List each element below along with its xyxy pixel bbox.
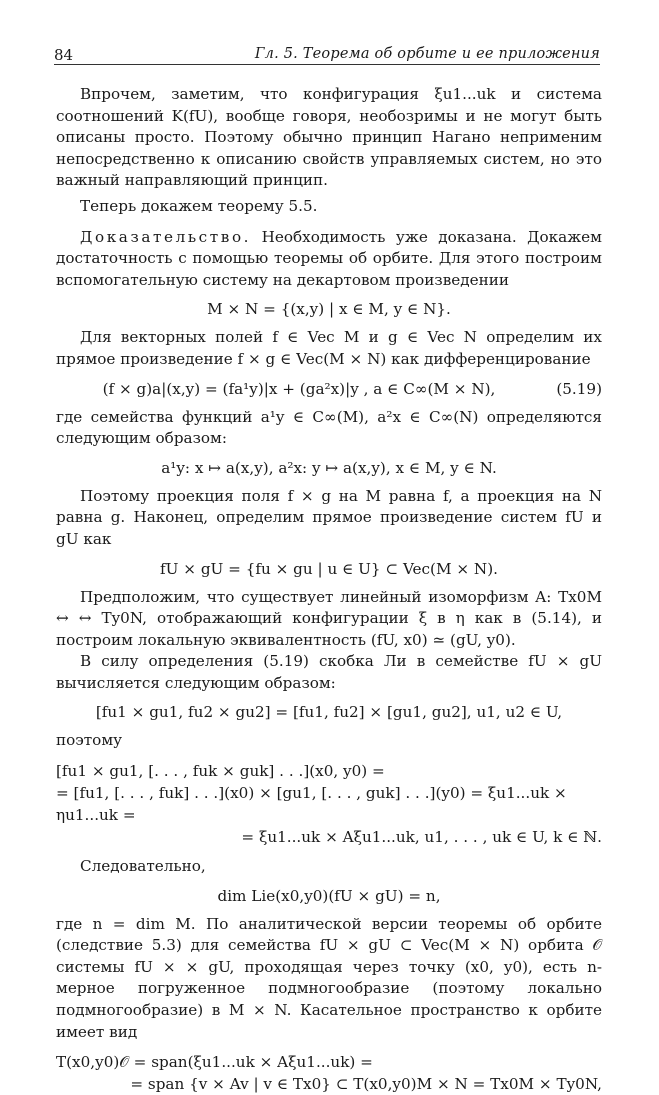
equation-families: a¹y: x ↦ a(x,y), a²x: y ↦ a(x,y), x ∈ M, y ∈ N.: [161, 458, 497, 477]
equation-multi-line-2: = [fu1, [. . . , fuk] . . .](x0) × [gu1, [. . . , guk] . . .](y0) = ξu1...uk × ηu1...uk =: [56, 784, 567, 825]
running-title: Гл. 5. Теорема об орбите и ее приложения: [254, 46, 600, 62]
paragraph-orbit: где n = dim M. По аналитической версии теоремы об орбите (следствие 5.3) для семейства fU × gU ⊂ Vec(M × N) орбита 𝒪 системы fU × × gU, проходящая через точку (x0, y0), есть n-мерное погруженное подмногообразие (поэтому локально подмногообразие) в M × N. Касательное пространство к орбите имеет вид: [56, 914, 602, 1041]
equation-system-product: fU × gU = {fu × gu | u ∈ U} ⊂ Vec(M × N).: [160, 559, 498, 578]
equation-dimension: dim Lie(x0,y0)(fU × gU) = n,: [217, 886, 441, 905]
equation-tangent-line-1: T(x0,y0)𝒪 = span(ξu1...uk × Aξu1...uk) =: [56, 1053, 373, 1072]
paragraph-lie-bracket: В силу определения (5.19) скобка Ли в семействе fU × gU вычисляется следующим образом:: [56, 652, 602, 692]
proof-label: Доказательство.: [80, 227, 252, 246]
paragraph-remark: Впрочем, заметим, что конфигурация ξu1...uk и система соотношений K(fU), вообще говоря, необозримы и не могут быть описаны просто. Поэтому обычно принцип Нагано неприменим непосредственно к описанию свойств управляемых систем, но это важный направляющий принцип.: [56, 85, 602, 190]
paragraph-proof: [56, 227, 602, 292]
equation-cartesian-product: M × N = {(x,y) | x ∈ M, y ∈ N}.: [207, 300, 451, 319]
equation-multi-line-1: [fu1 × gu1, [. . . , fuk × guk] . . .](x0, y0) =: [56, 762, 385, 781]
paragraph-therefore: поэтому: [56, 731, 123, 750]
paragraph-families: где семейства функций a¹y ∈ C∞(M), a²x ∈ C∞(N) определяются следующим образом:: [56, 407, 602, 448]
equation-bracket: [fu1 × gu1, fu2 × gu2] = [fu1, fu2] × [gu1, gu2], u1, u2 ∈ U,: [95, 703, 563, 722]
running-header: [54, 44, 600, 65]
proof-text: Необходимость уже доказана. Докажем достаточность с помощью теоремы об орбите. Для этого построим вспомогательную систему на декартовом произведении: [56, 227, 602, 289]
paragraph-isomorphism: Предположим, что существует линейный изоморфизм A: Tx0M ↔ ↔ Ty0N, отображающий конфигурации ξ в η как в (5.14), и построим локальную эквивалентность (fU, x0) ≃ (gU, y0).: [56, 587, 602, 649]
equation-number: (5.19): [556, 379, 602, 398]
paragraph-vector-fields: Для векторных полей f ∈ Vec M и g ∈ Vec N определим их прямое произведение f × g ∈ Vec(M × N) как дифференцирование: [56, 328, 602, 368]
page-number: 84: [54, 46, 74, 64]
paragraph-now-prove: Теперь докажем теорему 5.5.: [80, 196, 318, 215]
equation-5-19: [56, 378, 602, 400]
equation-multi-line-3: = ξu1...uk × Aξu1...uk, u1, . . . , uk ∈ U, k ∈ ℕ.: [241, 828, 602, 847]
page-body: [56, 84, 602, 1095]
paragraph-projection: Поэтому проекция поля f × g на M равна f, а проекция на N равна g. Наконец, определим прямое произведение систем fU и gU как: [56, 486, 602, 548]
equation-5-19-body: (f × g)a|(x,y) = (fa¹y)|x + (ga²x)|y , a ∈ C∞(M × N),: [102, 379, 496, 398]
paragraph-consequently: Следовательно,: [80, 857, 206, 876]
equation-tangent-line-2: = span {v × Av | v ∈ Tx0} ⊂ T(x0,y0)M × N = Tx0M × Ty0N,: [130, 1075, 602, 1094]
